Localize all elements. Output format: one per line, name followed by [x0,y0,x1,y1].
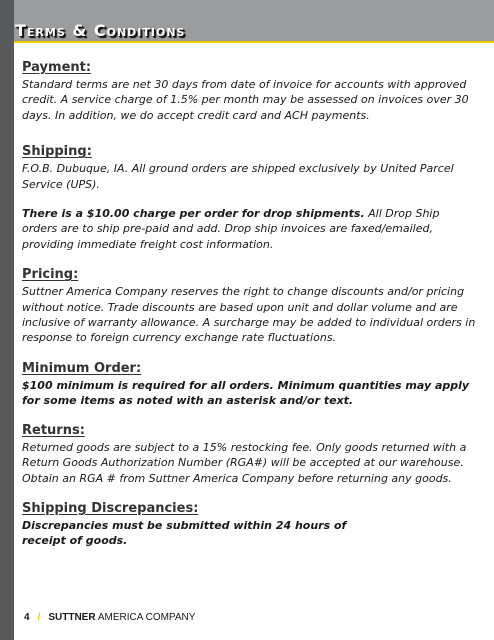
page-number: 4 [24,612,30,623]
section-paragraph: Returned goods are subject to a 15% restocking fee. Only goods returned with a Return Goods Authorization Number (RGA#) will be accepted at our warehouse. Obtain an RGA # from Suttner America Company before returning any goods. [22,440,467,485]
left-sidebar-bar [0,0,14,640]
section-paragraph: Standard terms are net 30 days from date of invoice for accounts with approved credit. A service charge of 1.5% per month may be assessed on invoices over 30 days. In addition, we do accept credit card and ACH payments. [22,78,469,122]
footer-company: AMERICA COMPANY [97,612,196,623]
section-paragraph: Discrepancies must be submitted within 24 hours of receipt of goods. [22,518,347,548]
section-minimum-order [22,361,478,409]
section-pricing [22,267,478,346]
section-shipping-discrepancies [22,501,352,549]
section-paragraph: Suttner America Company reserves the right to change discounts and/or pricing without notice. Trade discounts are based upon unit and dollar volume and are inclusive of warranty allowance. A surcharge may be added to individual orders in response to foreign currency exchange rate fluctuations. [22,285,476,345]
page-title: Terms & Conditions [15,21,186,40]
section-heading: Shipping: [22,144,92,160]
terms-content [22,60,478,549]
section-heading: Payment: [22,60,92,75]
section-heading: Shipping Discrepancies: [22,500,199,516]
section-shipping [22,144,478,252]
section-paragraph: $100 minimum is required for all orders. Minimum quantities may apply for some items as noted with an asterisk and/or text. [22,378,470,408]
section-payment [22,60,478,123]
header-divider [14,41,494,43]
section-paragraph: F.O.B. Dubuque, IA. All ground orders are shipped exclusively by United Parcel Service (UPS). [22,162,454,191]
section-returns [22,423,478,486]
footer-brand: SUTTNER [48,612,96,623]
section-heading: Pricing: [22,267,79,283]
section-heading: Returns: [22,422,85,438]
page-footer [24,612,195,623]
footer-separator: / [37,612,41,623]
section-paragraph: There is a $10.00 charge per order for drop shipments. All Drop Ship orders are to ship pre-paid and add. Drop ship invoices are faxed/emailed, providing immediate freight cost information. [22,207,440,251]
section-heading: Minimum Order: [22,360,142,376]
